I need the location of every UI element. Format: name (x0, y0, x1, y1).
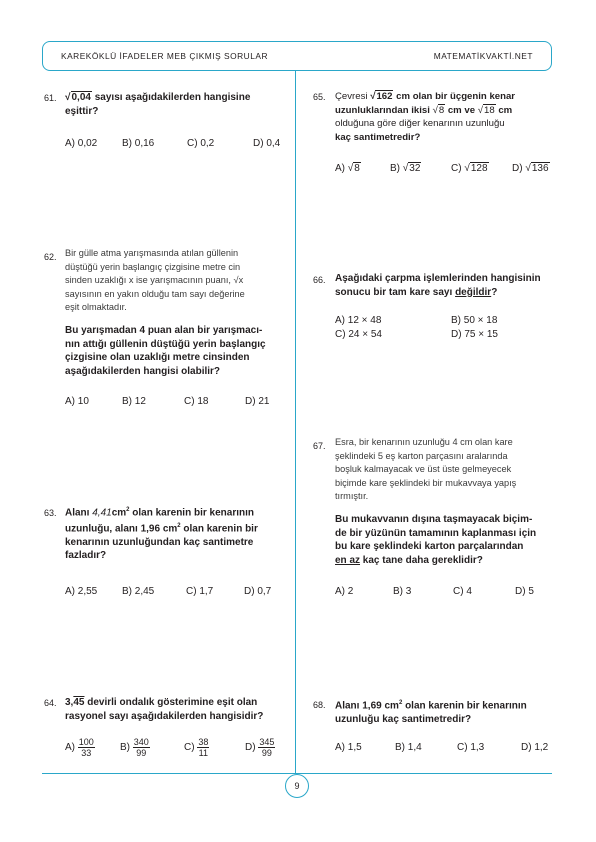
question-text: √0,04 sayısı aşağıdakilerden hangisine eşittir? (65, 92, 251, 117)
question-text: 3,45 devirli ondalık gösterimine eşit olan rasyonel sayı aşağıdakilerden hangisidir? (65, 697, 264, 722)
option-c[interactable]: C) √128 (451, 163, 488, 174)
option-c[interactable]: C) 24 × 54 (335, 329, 382, 340)
page-number: 9 (285, 774, 309, 798)
option-b[interactable]: B) 50 × 18 (451, 315, 498, 326)
header-site: MATEMATİKVAKTİ.NET (433, 51, 533, 61)
option-a[interactable]: A) 1,5 (335, 742, 362, 753)
option-c[interactable]: C) 18 (184, 396, 209, 407)
option-b[interactable]: B) 2,45 (122, 586, 155, 597)
option-b[interactable]: B) $\frac{340}{99}$ (120, 737, 149, 758)
option-b[interactable]: B) 3 (393, 586, 412, 597)
option-c[interactable]: C) 0,2 (187, 138, 215, 149)
option-d[interactable]: D) 1,2 (521, 742, 549, 753)
question-number: 62. (44, 252, 57, 262)
option-c[interactable]: C) $\frac{38}{11}$ (184, 737, 209, 758)
question-number: 66. (313, 275, 326, 285)
option-d[interactable]: D) 5 (515, 586, 534, 597)
header-title: KAREKÖKLÜ İFADELER MEB ÇIKMIŞ SORULAR (61, 51, 268, 61)
sqrt-expression: √0,04 (65, 92, 91, 103)
question-prompt: Bu yarışmadan 4 puan alan bir yarışmacı- nın attığı güllenin düştüğü yerin başlangıç çizgisine olan uzaklığı metre cinsinden aşağıdakilerden hangisi olabilir? (65, 325, 266, 377)
option-d[interactable]: D) 75 × 15 (451, 329, 498, 340)
question-number: 68. (313, 700, 326, 710)
question-text: Aşağıdaki çarpma işlemlerinden hangisinin sonucu bir tam kare sayı değildir? (335, 273, 541, 298)
option-a[interactable]: A) 2,55 (65, 586, 98, 597)
question-prompt: Bu mukavvanın dışına taşmayacak biçim- de bir yüzünün tamamının kaplanması için bu kare şeklindeki karton parçalarından en az kaç tane daha gereklidir? (335, 514, 537, 566)
option-c[interactable]: C) 4 (453, 586, 472, 597)
option-d[interactable]: D) √136 (512, 163, 549, 174)
option-a[interactable]: A) 2 (335, 586, 354, 597)
question-text: Esra, bir kenarının uzunluğu 4 cm olan kare şeklindeki 5 eş karton parçasını aralarında boşluk kalmayacak ve üst üste gelmeyecek biçimde kare şeklindeki bir mukavvaya yapış tırmıştır. (335, 437, 517, 501)
question-text: Çevresi √162 cm olan bir üçgenin kenar uzunluklarından ikisi √8 cm ve √18 cm olduğuna göre diğer kenarının uzunluğu kaç santimetredir? (335, 91, 516, 143)
option-d[interactable]: D) $\frac{345}{99}$ (245, 737, 275, 758)
question-number: 65. (313, 92, 326, 102)
option-c[interactable]: C) 1,7 (186, 586, 214, 597)
option-c[interactable]: C) 1,3 (457, 742, 485, 753)
option-a[interactable]: A) 10 (65, 396, 89, 407)
option-a[interactable]: A) √8 (335, 163, 360, 174)
page-header (42, 41, 552, 71)
question-number: 61. (44, 93, 57, 103)
option-d[interactable]: D) 21 (245, 396, 270, 407)
question-number: 64. (44, 698, 57, 708)
option-b[interactable]: B) √32 (390, 163, 421, 174)
option-b[interactable]: B) 1,4 (395, 742, 422, 753)
question-text: Alanı 1,69 $cm^2$ olan karenin bir kenarının uzunluğu kaç santimetredir? (335, 700, 527, 725)
option-b[interactable]: B) 0,16 (122, 138, 155, 149)
option-a[interactable]: A) 0,02 (65, 138, 98, 149)
option-d[interactable]: D) 0,4 (253, 138, 281, 149)
question-number: 67. (313, 441, 326, 451)
question-text: Bir gülle atma yarışmasında atılan güllenin düştüğü yerin başlangıç çizgisine metre cin sinden uzaklığı x ise yarışmacının puanı, √x sayısının en yakın olduğu tam sayı değerine eşit olmaktadır. (65, 248, 245, 312)
option-a[interactable]: A) 12 × 48 (335, 315, 382, 326)
question-number: 63. (44, 508, 57, 518)
question-text: Alanı $4,41cm^2$ olan karenin bir kenarının uzunluğu, alanı 1,96 $cm^2$ olan karenin bir kenarının uzunluğundan kaç santimetre fazladır? (65, 507, 258, 562)
option-b[interactable]: B) 12 (122, 396, 146, 407)
column-divider (295, 71, 296, 774)
option-a[interactable]: A) $\frac{100}{33}$ (65, 737, 94, 758)
option-d[interactable]: D) 0,7 (244, 586, 272, 597)
